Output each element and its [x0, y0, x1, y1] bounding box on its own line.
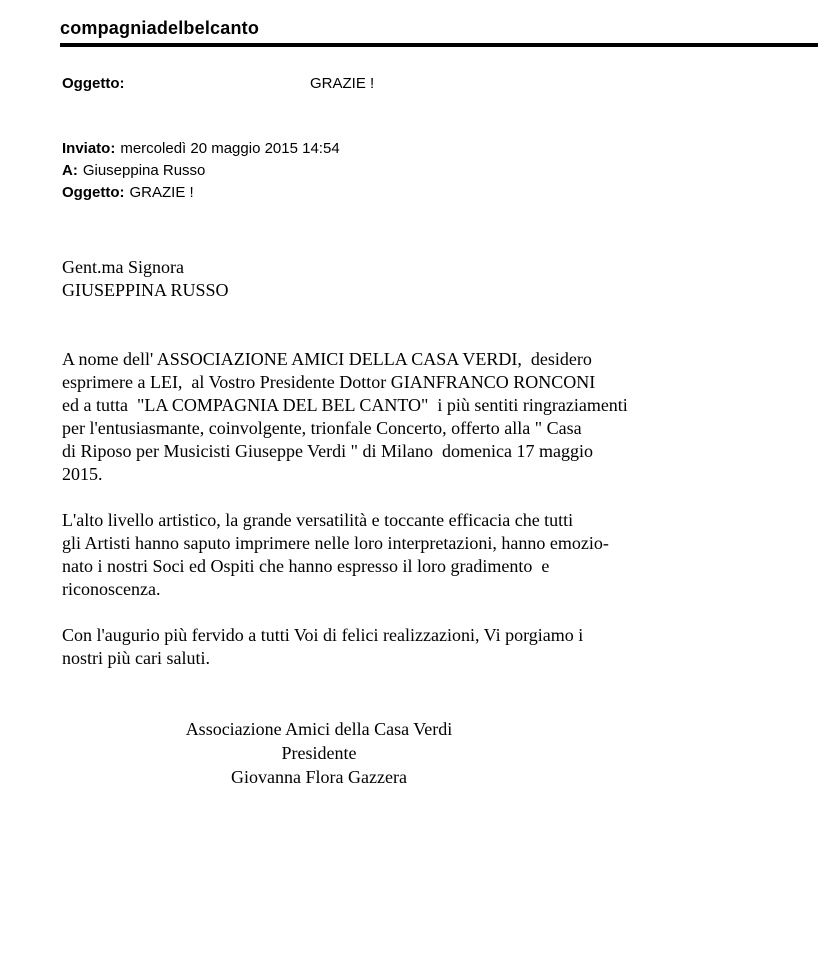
to-label: A:	[62, 162, 78, 179]
to-line	[62, 160, 814, 182]
subject-meta-value: GRAZIE !	[129, 184, 194, 201]
signature-name: Giovanna Flora Gazzera	[231, 767, 407, 787]
letter-line: Con l'augurio più fervido a tutti Voi di felici realizzazioni, Vi porgiamo i	[62, 625, 584, 645]
salutation	[62, 256, 814, 302]
signature-organization: Associazione Amici della Casa Verdi	[185, 719, 453, 739]
letter-line: A nome dell' ASSOCIAZIONE AMICI DELLA CASA VERDI, desidero	[62, 349, 592, 369]
subject-label: Oggetto:	[62, 75, 125, 92]
letter-paragraph-1	[62, 348, 814, 486]
letter-line: gli Artisti hanno saputo imprimere nelle loro interpretazioni, hanno emozio-	[62, 533, 609, 553]
sent-label: Inviato:	[62, 140, 116, 157]
letter-line: nato i nostri Soci ed Ospiti che hanno espresso il loro gradimento e	[62, 556, 550, 576]
letter-line: 2015.	[62, 464, 103, 484]
letter-line: per l'entusiasmante, coinvolgente, trionfale Concerto, offerto alla " Casa	[62, 418, 582, 438]
letter-body	[62, 256, 814, 789]
email-meta	[62, 138, 814, 204]
subject-meta-label: Oggetto:	[62, 184, 125, 201]
letter-line: di Riposo per Musicisti Giuseppe Verdi " di Milano domenica 17 maggio	[62, 441, 593, 461]
salutation-recipient: GIUSEPPINA RUSSO	[62, 280, 229, 300]
to-value: Giuseppina Russo	[82, 162, 206, 179]
letter-paragraph-3	[62, 624, 814, 670]
masthead	[60, 18, 818, 47]
sent-value: mercoledì 20 maggio 2015 14:54	[120, 140, 340, 157]
page-title: compagniadelbelcanto	[60, 18, 260, 38]
letter-line: esprimere a LEI, al Vostro Presidente Dottor GIANFRANCO RONCONI	[62, 372, 596, 392]
salutation-line: Gent.ma Signora	[62, 257, 184, 277]
subject-row	[62, 75, 814, 92]
sent-line	[62, 138, 814, 160]
subject-value: GRAZIE !	[310, 75, 375, 92]
signature-block	[104, 717, 534, 789]
letter-paragraph-2	[62, 509, 814, 601]
letter-line: L'alto livello artistico, la grande versatilità e toccante efficacia che tutti	[62, 510, 574, 530]
signature-role: Presidente	[281, 743, 357, 763]
letter-line: riconoscenza.	[62, 579, 161, 599]
letter-line: nostri più cari saluti.	[62, 648, 210, 668]
subject-meta-line	[62, 182, 814, 204]
letter-line: ed a tutta "LA COMPAGNIA DEL BEL CANTO" i più sentiti ringraziamenti	[62, 395, 628, 415]
